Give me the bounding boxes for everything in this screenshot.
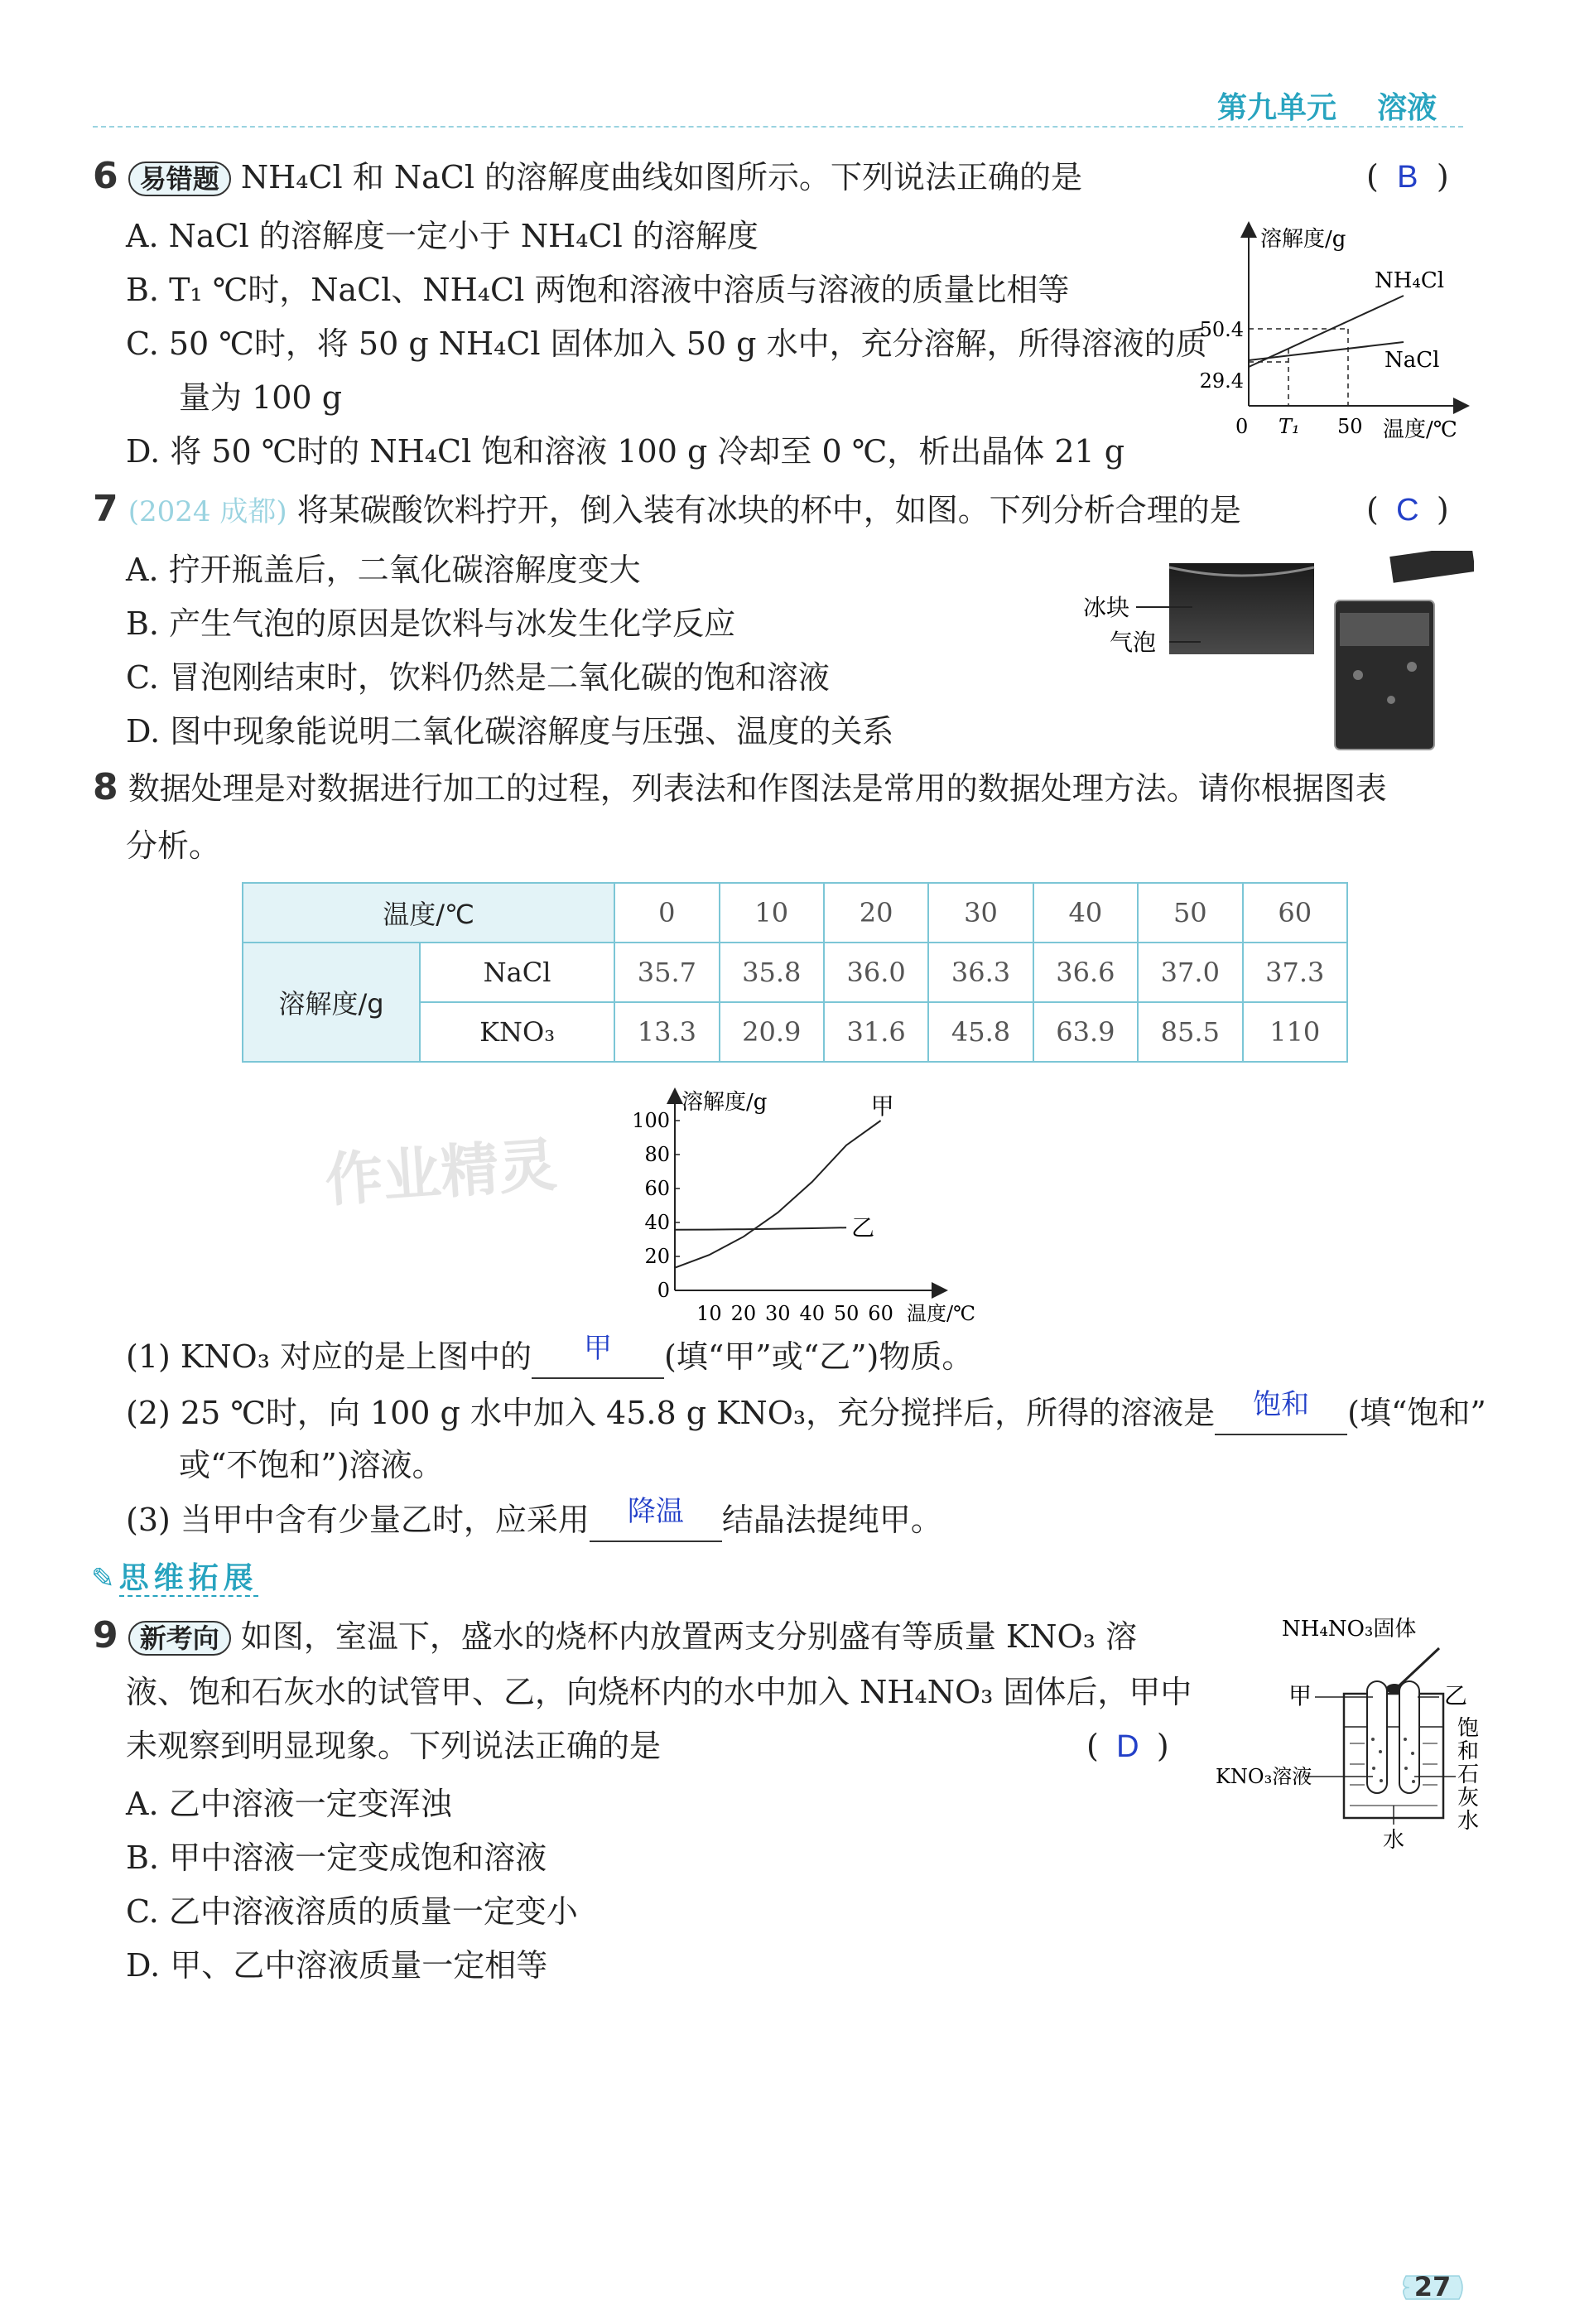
y-label: 溶解度/g [1260,227,1346,252]
x-tick-50: 50 [1337,415,1363,438]
y-tick-label: 60 [644,1177,670,1200]
series-line-jia [675,1121,881,1268]
x-tick-label: 30 [765,1302,791,1325]
solubility-chart-q8 [613,1077,977,1325]
answer-value: C [1396,493,1419,528]
solubility-header: 溶解度/g [243,943,420,1062]
y-tick-label: 100 [632,1109,670,1132]
temp-cell: 0 [614,883,719,943]
question-8-stem-cont: 分析。 [126,827,221,864]
question-text: NH₄Cl 和 NaCl 的溶解度曲线如图所示。下列说法正确的是 [240,159,1083,195]
option-d: D. 甲、乙中溶液质量一定相等 [126,1947,548,1984]
value-cell: 20.9 [720,1002,824,1062]
value-cell: 36.0 [824,943,928,1002]
subquestion-2-tail: (填“饱和” [1347,1395,1486,1431]
x-tick-label: 50 [833,1302,860,1325]
answer-blank [532,1332,664,1379]
y-tick-label: 80 [644,1143,670,1166]
subquestion-1-tail: (填“甲”或“乙”)物质。 [664,1338,974,1375]
answer-blank [590,1495,722,1542]
x-tick-t1: T₁ [1279,415,1300,438]
substance-kno3: KNO₃ [420,1002,614,1062]
solubility-table [242,882,1348,1063]
temp-cell: 10 [720,883,824,943]
subquestion-2-cont: 或“不饱和”)溶液。 [179,1447,444,1483]
x-tick-label: 40 [799,1302,825,1325]
x-origin: 0 [1235,415,1249,438]
question-text: 数据处理是对数据进行加工的过程，列表法和作图法是常用的数据处理方法。请你根据图表 [128,770,1387,807]
new-trend-tag: 新考向 [128,1621,231,1656]
y-tick-label: 0 [657,1279,670,1302]
answer-value: 甲 [584,1332,613,1365]
value-cell: 85.5 [1138,1002,1242,1062]
answer-value: B [1397,160,1418,195]
solubility-graph-q6 [1192,219,1474,451]
bottle-pour [1389,551,1474,583]
beaker [1344,1694,1443,1818]
nh4cl-label: NH₄Cl [1375,268,1445,293]
table-row [243,943,1347,1002]
temp-cell: 30 [928,883,1033,943]
spatula [1399,1648,1439,1685]
answer-blank [1215,1388,1347,1435]
value-cell: 37.3 [1243,943,1348,1002]
temp-cell: 20 [824,883,928,943]
option-c: C. 50 ℃时，将 50 g NH₄Cl 固体加入 50 g 水中，充分溶解，所得溶液的质 [126,325,1207,362]
answer-value: 饱和 [1253,1388,1310,1421]
question-8-stem [93,766,1387,808]
value-cell: 37.0 [1138,943,1242,1002]
question-number: 9 [93,1614,118,1656]
temp-cell: 40 [1033,883,1138,943]
question-7-stem [93,490,1241,531]
page-number-text: 27 [1413,2271,1452,2302]
answer-value: D [1116,1729,1139,1764]
subquestion-3 [126,1495,942,1542]
header-rule [93,126,1463,128]
y-tick-29-4: 29.4 [1199,369,1244,393]
solid-label: NH₄NO₃固体 [1282,1617,1417,1642]
subquestion-2-text: (2) 25 ℃时，向 100 g 水中加入 45.8 g KNO₃，充分搅拌后，所得的溶液是 [126,1395,1216,1431]
header-unit: 第九单元 [1217,91,1337,125]
series-line-yi [675,1227,846,1230]
answer-bracket: ( C ) [1366,491,1449,528]
option-b: B. 产生气泡的原因是饮料与冰发生化学反应 [126,605,736,642]
watermark: 作业精灵 [322,1131,559,1215]
x-tick-label: 20 [730,1302,757,1325]
nacl-curve [1249,342,1404,360]
table-row [243,883,1347,943]
lime-label-2: 和 [1457,1739,1480,1764]
value-cell: 36.3 [928,943,1033,1002]
temp-cell: 60 [1243,883,1348,943]
substance-nacl: NaCl [420,943,614,1002]
subquestion-3-tail: 结晶法提纯甲。 [721,1502,942,1538]
option-a: A. NaCl 的溶解度一定小于 NH₄Cl 的溶解度 [126,218,758,254]
water-pattern [1350,1743,1437,1806]
question-9-line3: 未观察到明显现象。下列说法正确的是 [126,1728,662,1764]
option-d: D. 图中现象能说明二氧化碳溶解度与压强、温度的关系 [126,713,894,750]
value-cell: 31.6 [824,1002,928,1062]
value-cell: 36.6 [1033,943,1138,1002]
beaker-apparatus [1216,1603,1481,1851]
series-label: 甲 [870,1092,894,1120]
answer-bracket: ( D ) [1086,1728,1169,1764]
x-tick-label: 10 [696,1302,722,1325]
lime-label-5: 水 [1457,1809,1480,1834]
subquestion-1-text: (1) KNO₃ 对应的是上图中的 [126,1338,532,1375]
jia-label: 甲 [1288,1682,1312,1709]
option-a: A. 拧开瓶盖后，二氧化碳溶解度变大 [126,552,641,588]
value-cell: 35.8 [720,943,824,1002]
answer-value: 降温 [627,1495,684,1528]
lime-label-4: 灰 [1457,1786,1480,1811]
temp-cell: 50 [1138,883,1242,943]
y-axis-label: 溶解度/g [681,1090,768,1115]
option-c: C. 冒泡刚结束时，饮料仍然是二氧化碳的饱和溶液 [126,659,830,696]
lime-label-1: 饱 [1457,1716,1480,1741]
bubble-label: 气泡 [1110,629,1157,656]
value-cell: 35.7 [614,943,719,1002]
option-b: B. T₁ ℃时，NaCl、NH₄Cl 两饱和溶液中溶质与溶液的质量比相等 [126,272,1070,308]
question-text: 将某碳酸饮料拧开，倒入装有冰块的杯中，如图。下列分析合理的是 [296,492,1241,528]
value-cell: 63.9 [1033,1002,1138,1062]
difficulty-tag: 易错题 [128,162,231,196]
x-tick-label: 60 [868,1302,893,1325]
page-number [1399,2269,1466,2309]
option-d: D. 将 50 ℃时的 NH₄Cl 饱和溶液 100 g 冷却至 0 ℃，析出晶体 21 g [126,433,1125,470]
section-heading [91,1555,258,1597]
nh4cl-curve [1249,296,1404,367]
question-9-line2: 液、饱和石灰水的试管甲、乙，向烧杯内的水中加入 NH₄NO₃ 固体后，甲中 [126,1674,1192,1710]
question-9-stem [93,1614,1138,1656]
beverage-photo [1076,551,1474,758]
subquestion-1 [126,1332,974,1379]
subquestion-3-text: (3) 当甲中含有少量乙时，应采用 [126,1502,590,1538]
value-cell: 45.8 [928,1002,1033,1062]
question-number: 6 [93,155,118,197]
question-number: 7 [93,488,118,530]
answer-bracket: ( B ) [1366,158,1449,195]
y-tick-50-4: 50.4 [1199,318,1244,341]
nacl-label: NaCl [1385,348,1440,373]
lime-label-3: 石 [1457,1762,1480,1787]
kno3-label: KNO₃溶液 [1216,1765,1312,1788]
y-tick-label: 20 [644,1245,670,1268]
value-cell: 110 [1243,1002,1348,1062]
temp-header: 温度/℃ [243,883,614,943]
option-b: B. 甲中溶液一定变成饱和溶液 [126,1839,547,1876]
ice-label: 冰块 [1083,594,1130,621]
subquestion-2 [126,1388,1486,1435]
question-source: (2024 成都) [128,495,287,528]
page-header [1217,84,1437,127]
header-topic: 溶液 [1377,91,1437,125]
section-title: 思维拓展 [118,1561,258,1595]
series-label: 乙 [851,1214,875,1242]
y-tick-label: 40 [644,1211,670,1234]
question-6-stem [93,157,1082,196]
x-label: 温度/℃ [1383,417,1457,442]
yi-label: 乙 [1444,1682,1468,1709]
question-number: 8 [93,766,118,808]
water-label: 水 [1383,1828,1405,1851]
option-a: A. 乙中溶液一定变浑浊 [126,1786,452,1822]
option-c-cont: 量为 100 g [179,379,343,416]
x-axis-label: 温度/℃ [907,1302,975,1325]
pencil-icon: ✎ [91,1562,115,1595]
question-text: 如图，室温下，盛水的烧杯内放置两支分别盛有等质量 KNO₃ 溶 [240,1618,1138,1655]
value-cell: 13.3 [614,1002,719,1062]
option-c: C. 乙中溶液溶质的质量一定变小 [126,1893,578,1930]
